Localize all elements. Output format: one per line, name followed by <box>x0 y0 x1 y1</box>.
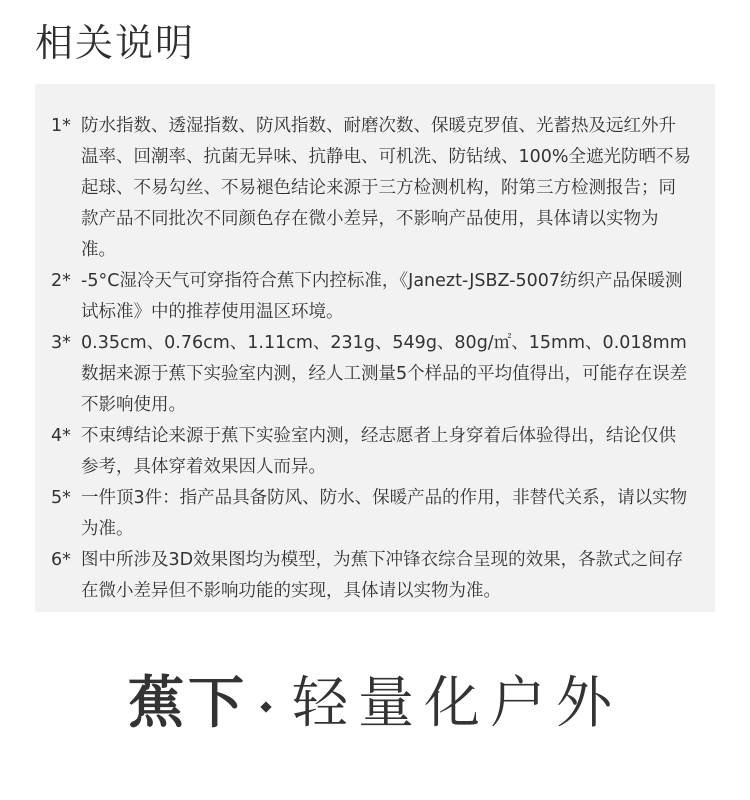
note-number: 3* <box>51 333 71 353</box>
note-item <box>51 111 693 266</box>
note-item <box>51 266 693 328</box>
brand-slogan: 轻量化户外 <box>292 671 622 736</box>
note-item <box>51 545 693 607</box>
note-text: 不束缚结论来源于蕉下实验室内测，经志愿者上身穿着后体验得出，结论仅供参考，具体穿着效果因人而异。 <box>81 426 676 477</box>
note-text: 0.35cm、0.76cm、1.11cm、231g、549g、80g/㎡、15mm、0.018mm数据来源于蕉下实验室内测，经人工测量5个样品的平均值得出，可能存在误差不影响使用。 <box>81 333 688 415</box>
brand-name: 蕉下 <box>128 671 248 736</box>
brand-footer <box>0 664 750 744</box>
note-number: 5* <box>51 488 71 508</box>
note-number: 6* <box>51 550 71 570</box>
separator-dot-icon <box>260 701 271 712</box>
note-number: 4* <box>51 426 71 446</box>
notes-panel <box>35 84 715 612</box>
note-text: 一件顶3件：指产品具备防风、防水、保暖产品的作用，非替代关系，请以实物为准。 <box>81 488 688 539</box>
note-text: 防水指数、透湿指数、防风指数、耐磨次数、保暖克罗值、光蓄热及远红外升温率、回潮率、抗菌无异味、抗静电、可机洗、防钻绒、100%全遮光防晒不易起球、不易勾丝、不易褪色结论来源于三方检测机构，附第三方检测报告；同款产品不同批次不同颜色存在微小差异，不影响产品使用，具体请以实物为准。 <box>81 116 692 260</box>
note-number: 2* <box>51 271 71 291</box>
note-item <box>51 483 693 545</box>
note-text: -5°C湿冷天气可穿指符合蕉下内控标准，《Janezt-JSBZ-5007纺织产品保暖测试标准》中的推荐使用温区环境。 <box>81 271 683 322</box>
note-number: 1* <box>51 116 71 136</box>
page-title: 相关说明 <box>35 21 196 65</box>
note-text: 图中所涉及3D效果图均为模型，为蕉下冲锋衣综合呈现的效果，各款式之间存在微小差异但不影响功能的实现，具体请以实物为准。 <box>81 550 684 601</box>
note-item <box>51 421 693 483</box>
note-item <box>51 328 693 421</box>
